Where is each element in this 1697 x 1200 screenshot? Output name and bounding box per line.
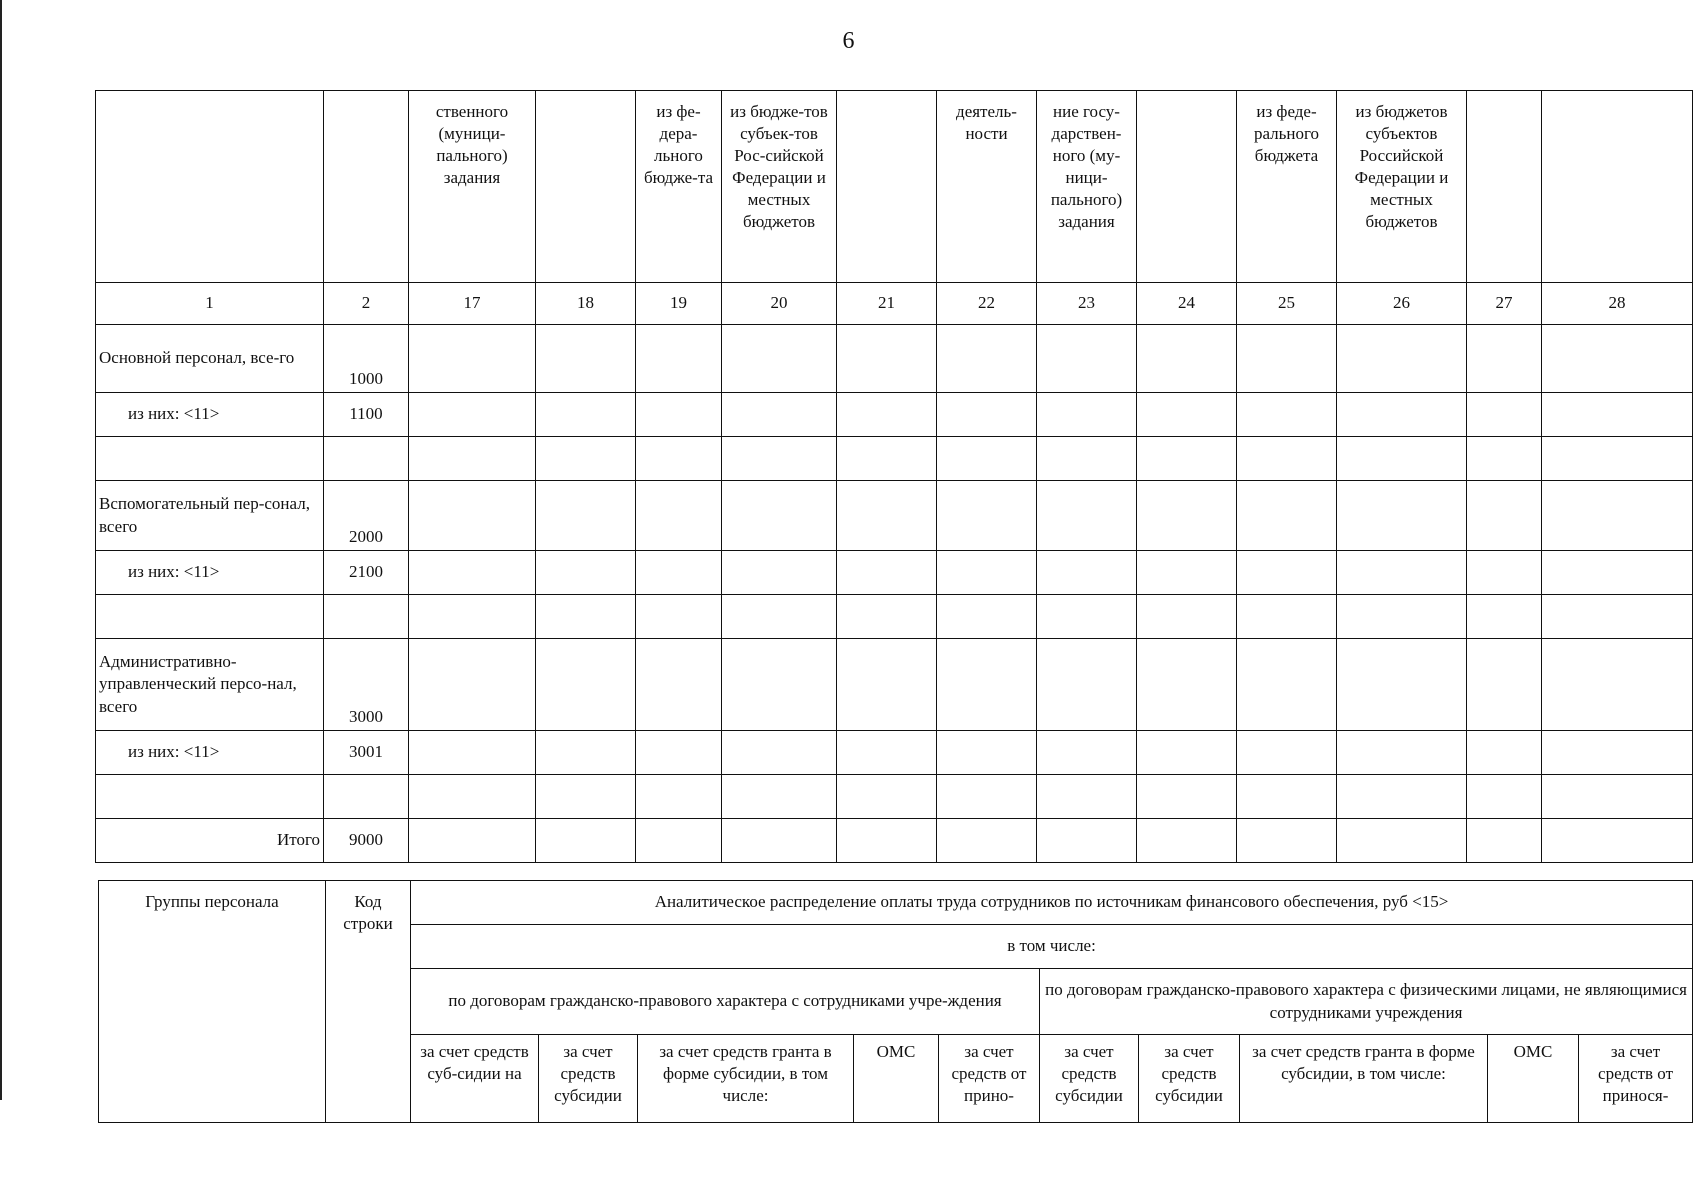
wage-distribution-table	[98, 880, 1693, 1123]
right-col-header: ОМС	[1488, 1035, 1579, 1123]
table-row	[96, 437, 1693, 481]
row-code	[324, 437, 409, 481]
header-cell	[324, 91, 409, 283]
table-row	[96, 595, 1693, 639]
header-row	[99, 881, 1693, 925]
column-number: 17	[409, 283, 536, 325]
column-number: 27	[1467, 283, 1542, 325]
staff-table-continued	[95, 90, 1693, 863]
column-number: 19	[636, 283, 722, 325]
column-number: 23	[1037, 283, 1137, 325]
header-cell: из феде-рального бюджета	[1237, 91, 1337, 283]
table-row	[96, 551, 1693, 595]
row-label: Основной персонал, все-го	[96, 325, 324, 393]
row-code: 1100	[324, 393, 409, 437]
total-code: 9000	[324, 819, 409, 863]
main-header: Аналитическое распределение оплаты труда сотрудников по источникам финансового обеспечения, руб <15>	[411, 881, 1693, 925]
column-number-row	[96, 283, 1693, 325]
row-label: Вспомогательный пер-сонал, всего	[96, 481, 324, 551]
column-number: 1	[96, 283, 324, 325]
header-cell: ние госу-дарствен-ного (му-ници-пального) задания	[1037, 91, 1137, 283]
table-row	[96, 639, 1693, 731]
column-number: 24	[1137, 283, 1237, 325]
left-col-header: за счет средств субсидии	[539, 1035, 638, 1123]
right-group-header: по договорам гражданско-правового характера с физическими лицами, не являющимися сотрудниками учреждения	[1040, 969, 1693, 1035]
header-cell	[1542, 91, 1693, 283]
row-label	[96, 595, 324, 639]
header-cell	[1467, 91, 1542, 283]
right-col-header: за счет средств субсидии	[1139, 1035, 1240, 1123]
header-cell	[837, 91, 937, 283]
column-number: 20	[722, 283, 837, 325]
row-label: из них: <11>	[96, 551, 324, 595]
column-number: 22	[937, 283, 1037, 325]
header-cell	[1137, 91, 1237, 283]
including-header: в том числе:	[411, 925, 1693, 969]
header-cell	[536, 91, 636, 283]
row-label: Административно-управленческий персо-нал, всего	[96, 639, 324, 731]
table-row	[96, 393, 1693, 437]
table-row	[96, 775, 1693, 819]
row-label: из них: <11>	[96, 393, 324, 437]
total-row	[96, 819, 1693, 863]
row-code	[324, 595, 409, 639]
left-group-header: по договорам гражданско-правового характера с сотрудниками учре-ждения	[411, 969, 1040, 1035]
row-label	[96, 437, 324, 481]
page-edge-line	[0, 0, 2, 1100]
row-code: 3000	[324, 639, 409, 731]
left-col-header: за счет средств от прино-	[939, 1035, 1040, 1123]
left-col-header: за счет средств суб-сидии на	[411, 1035, 539, 1123]
header-cell: из бюджетов субъектов Российской Федерации и местных бюджетов	[1337, 91, 1467, 283]
table-row	[96, 481, 1693, 551]
code-header: Код строки	[326, 881, 411, 1123]
table-row	[96, 731, 1693, 775]
left-col-header: ОМС	[854, 1035, 939, 1123]
right-col-header: за счет средств гранта в форме субсидии, в том числе:	[1240, 1035, 1488, 1123]
row-label: из них: <11>	[96, 731, 324, 775]
header-row	[96, 91, 1693, 283]
right-col-header: за счет средств субсидии	[1040, 1035, 1139, 1123]
column-number: 21	[837, 283, 937, 325]
page-number: 6	[842, 28, 855, 54]
row-code: 1000	[324, 325, 409, 393]
column-number: 25	[1237, 283, 1337, 325]
header-cell: из бюдже-тов субъек-тов Рос-сийской Федерации и местных бюджетов	[722, 91, 837, 283]
left-col-header: за счет средств гранта в форме субсидии, в том числе:	[638, 1035, 854, 1123]
header-cell: ственного (муници-пального) задания	[409, 91, 536, 283]
row-code: 2000	[324, 481, 409, 551]
groups-header: Группы персонала	[99, 881, 326, 1123]
row-code: 3001	[324, 731, 409, 775]
total-label: Итого	[96, 819, 324, 863]
row-label	[96, 775, 324, 819]
row-code	[324, 775, 409, 819]
column-number: 28	[1542, 283, 1693, 325]
right-col-header: за счет средств от принося-	[1579, 1035, 1693, 1123]
row-code: 2100	[324, 551, 409, 595]
column-number: 26	[1337, 283, 1467, 325]
header-cell: деятель-ности	[937, 91, 1037, 283]
column-number: 2	[324, 283, 409, 325]
header-cell: из фе-дера-льного бюдже-та	[636, 91, 722, 283]
table-row	[96, 325, 1693, 393]
header-cell	[96, 91, 324, 283]
column-number: 18	[536, 283, 636, 325]
